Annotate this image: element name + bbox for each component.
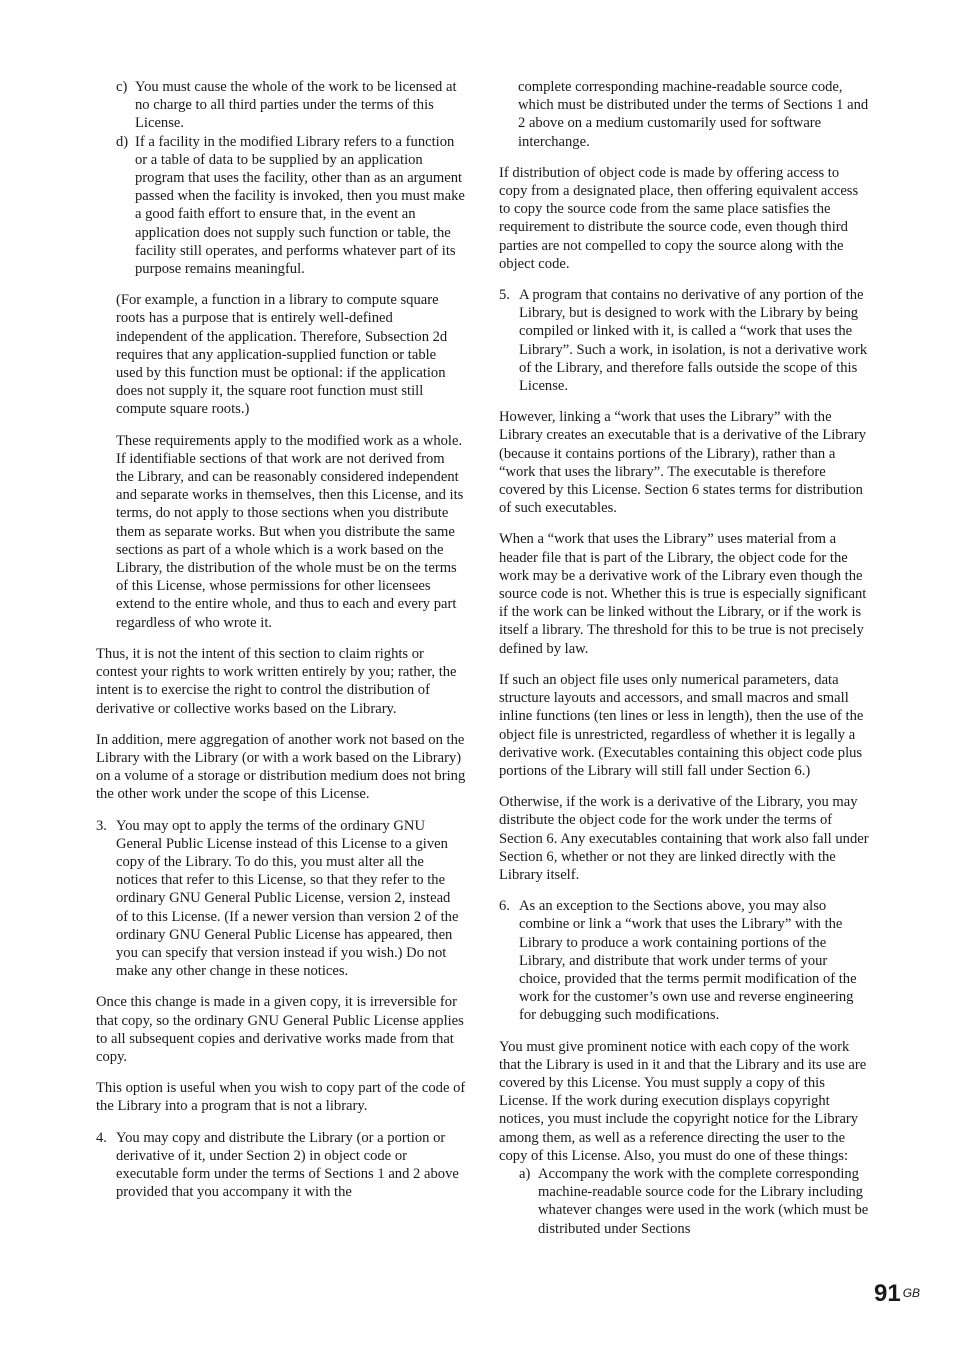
region-code: GB — [902, 1286, 921, 1300]
section-number: 4. — [96, 1129, 107, 1146]
section-text: A program that contains no derivative of any portion of the Library, but is designed to work with the Library by being compiled or linked with it, is called a “work that uses the Library”. Such a work, in isolation, is not a derivative work of the Library, and therefore falls outside the scope of this License. — [519, 287, 868, 395]
when-paragraph: When a “work that uses the Library” uses material from a header file that is part of the Library, the object code for the work may be a derivative work of the Library even though the source code is not. Whether this is true is especially significant if the work can be linked without the Library, or if the work is itself a library. The threshold for this to be true is not precisely defined by law. — [499, 531, 867, 657]
left-column — [96, 78, 466, 1214]
section-4 — [96, 1129, 466, 1202]
once-paragraph: Once this change is made in a given copy, it is irreversible for that copy, so the ordinary GNU General Public License applies to all subsequent copies and derivative works made from that copy. — [96, 994, 464, 1065]
section-4-continued: complete corresponding machine-readable source code, which must be distributed under the terms of Sections 1 and 2 above on a medium customarily used for software interchange. — [518, 79, 869, 150]
right-column — [499, 78, 869, 1238]
notice-paragraph: You must give prominent notice with each copy of the work that the Library is used in it and that the Library and its use are covered by this License. You must supply a copy of this License. If the work during execution displays copyright notices, you must include the copyright notice for the Library among them, as well as a reference directing the user to the copy of this License. Also, you must do one of these things: — [499, 1038, 867, 1164]
section-number: 6. — [499, 898, 510, 915]
section-5 — [499, 286, 869, 395]
section-text: You may copy and distribute the Library (or a portion or derivative of it, under Section 2) in object code or executable form under the terms of Sections 1 and 2 above provided that you accompany it with the — [116, 1129, 459, 1201]
addition-paragraph: In addition, mere aggregation of another work not based on the Library with the Library (or with a work based on the Library) on a volume of a storage or distribution medium does not bring the other work under the scope of this License. — [96, 731, 466, 803]
list-label: c) — [116, 79, 128, 95]
section-number: 5. — [499, 287, 510, 304]
otherwise-paragraph: Otherwise, if the work is a derivative of the Library, you may distribute the object code for the work under the terms of Section 6. Any executables containing that work also fall under Section 6, whether or not they are linked directly with the Library itself. — [499, 794, 869, 883]
list-text: If a facility in the modified Library refers to a function or a table of data to be supplied by an application program that uses the facility, other than as an argument passed when the facility is invoked, then you must make a good faith effort to ensure that, in the event an application does not supply such function or table, the facility still operates, and performs whatever part of its purpose remains meaningful. — [135, 133, 465, 278]
however-paragraph: However, linking a “work that uses the Library” with the Library creates an executable that is a derivative of the Library (because it contains portions of the Library), rather than a “work that uses the library”. The executable is therefore covered by this License. Section 6 states terms for distribution of such executables. — [499, 409, 867, 517]
section-6 — [499, 897, 869, 1024]
thus-paragraph: Thus, it is not the intent of this section to claim rights or contest your rights to work written entirely by you; rather, the intent is to exercise the right to control the distribution of derivative or collective works based on the Library. — [96, 645, 457, 717]
list-label: a) — [519, 1165, 531, 1182]
if-such-paragraph: If such an object file uses only numerical parameters, data structure layouts and accessors, and small macros and small inline functions (ten lines or less in length), then the use of the object file is unrestricted, regardless of whether it is legally a derivative work. (Executables containing this object code plus portions of the Library will still fall under Section 6.) — [499, 671, 864, 779]
list-item-a — [499, 1165, 869, 1238]
section-3 — [96, 817, 466, 981]
page-number-value: 91 — [874, 1280, 901, 1307]
list-item-d — [96, 133, 466, 279]
example-paragraph: (For example, a function in a library to compute square roots has a purpose that is entirely well-defined independent of the application. Therefore, Subsection 2d requires that any application-supplied function or table used by this function must be optional: if the application does not supply it, the square root function must still compute square roots.) — [116, 292, 448, 418]
list-label: d) — [116, 133, 129, 150]
list-text: Accompany the work with the complete corresponding machine-readable source code for the Library including whatever changes were used in the work (which must be distributed under Sections — [538, 1165, 869, 1237]
distribution-paragraph: If distribution of object code is made by offering access to copy from a designated place, then offering equivalent access to copy the source code from the same place satisfies the requirement to distribute the source code, even though third parties are not compelled to copy the source along with the object code. — [499, 164, 859, 272]
section-text: As an exception to the Sections above, you may also combine or link a “work that uses the Library” with the Library to produce a work containing portions of the Library, and distribute that work under terms of your choice, provided that the terms permit modification of the work for the customer’s own use and reverse engineering for debugging such modifications. — [519, 898, 857, 1024]
section-number: 3. — [96, 817, 107, 834]
list-text: You must cause the whole of the work to be licensed at no charge to all third parties under the terms of this License. — [135, 79, 457, 132]
requirements-paragraph: These requirements apply to the modified work as a whole. If identifiable sections of that work are not derived from the Library, and can be reasonably considered independent and separate works in themselves, then this License, and its terms, do not apply to those sections when you distribute them as separate works. But when you distribute the same sections as part of a whole which is a work based on the Library, the distribution of the whole must be on the terms of this License, whose permissions for other licensees extend to the entire whole, and thus to each and every part regardless of who wrote it. — [116, 432, 464, 631]
section-text: You may opt to apply the terms of the ordinary GNU General Public License instead of this License to a given copy of the Library. To do this, you must alter all the notices that refer to this License, so that they refer to the ordinary GNU General Public License, version 2, instead of to this License. (If a newer version than version 2 of the ordinary GNU General Public License has appeared, then you can specify that version instead if you wish.) Do not make any other change in these notices. — [116, 817, 459, 980]
page-number — [874, 1280, 920, 1308]
list-item-c — [96, 78, 466, 133]
option-paragraph: This option is useful when you wish to copy part of the code of the Library into a program that is not a library. — [96, 1080, 466, 1115]
